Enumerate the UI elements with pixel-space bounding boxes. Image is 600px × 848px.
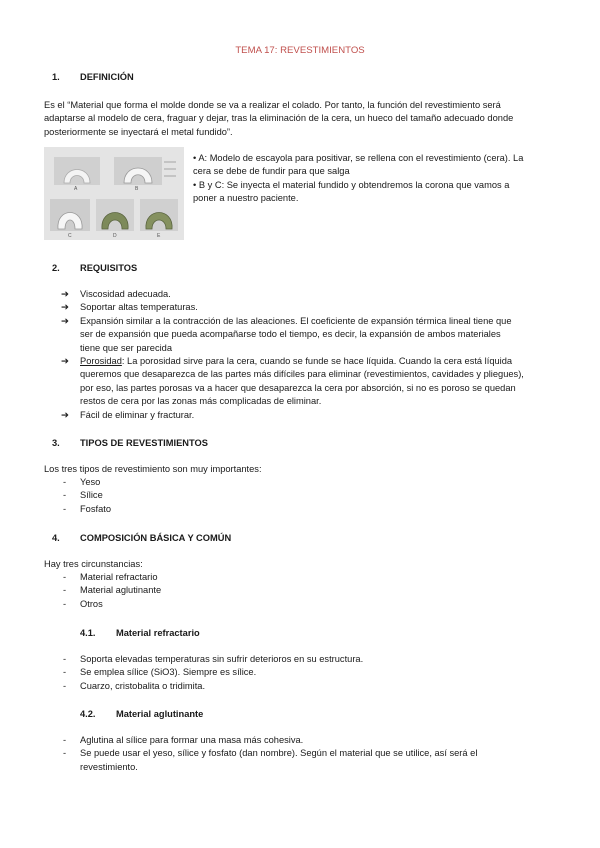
- tipos-list: [63, 476, 543, 516]
- composicion-list: [63, 571, 543, 611]
- list-item: [63, 571, 543, 584]
- arrow-icon: ➔: [61, 409, 69, 420]
- list-item: [61, 355, 566, 409]
- list-item: [63, 666, 553, 679]
- list-item-text: Yeso: [80, 477, 101, 487]
- section-heading-tipos: [52, 437, 208, 450]
- section-heading-composicion: [52, 532, 231, 545]
- list-item-text: Material refractario: [80, 572, 158, 582]
- dash-marker: -: [63, 748, 67, 759]
- list-item: [63, 584, 543, 597]
- section-title: COMPOSICIÓN BÁSICA Y COMÚN: [80, 533, 232, 543]
- figure-bullet-line: cera se debe de fundir para que salga: [193, 166, 350, 177]
- list-item-text: Aglutina al sílice para formar una masa más cohesiva.: [80, 735, 304, 745]
- list-item-text: Cuarzo, cristobalita o tridimita.: [80, 680, 206, 691]
- aglutinante-list: [63, 734, 563, 774]
- list-item-text: Material aglutinante: [80, 585, 162, 596]
- subsection-number: 4.1.: [80, 628, 96, 638]
- list-item: [61, 315, 566, 355]
- porosidad-term: Porosidad: [80, 356, 122, 367]
- crown-mold-figure: [44, 147, 184, 240]
- list-item-text: Expansión similar a la contracción de las aleaciones. El coeficiente de expansión térmica lineal tiene que: [80, 315, 512, 326]
- list-item-text: restos de cera por las zonas más complicadas de eliminar.: [80, 396, 322, 407]
- dash-marker: -: [63, 654, 67, 664]
- list-item-text: por eso, las partes porosas va a hacer que desaparezca la cera por absorción, si no es poroso se quedan: [80, 382, 516, 393]
- arrow-icon: ➔: [61, 315, 69, 326]
- list-item-text: : La porosidad sirve para la cera, cuando se funde se hace líquida. Cuando la cera está líquida: [121, 356, 513, 367]
- dash-marker: -: [63, 503, 67, 514]
- list-item-text: Fosfato: [80, 503, 112, 514]
- section-heading-requisitos: [52, 262, 137, 275]
- list-item-text: Se puede usar el yeso, sílice y fosfato (dan nombre). Según el material que se utilice, así será el: [80, 748, 478, 759]
- dash-marker: -: [63, 585, 67, 596]
- arrow-icon: ➔: [61, 302, 69, 313]
- list-item: [63, 503, 543, 516]
- subsection-number: 4.2.: [80, 709, 96, 719]
- list-item: [61, 301, 566, 314]
- refractario-list: [63, 653, 553, 693]
- dash-marker: -: [63, 490, 67, 501]
- list-item: [63, 476, 543, 489]
- list-item-text: Soporta elevadas temperaturas sin sufrir deterioros en su estructura.: [80, 654, 364, 664]
- list-item-text: tiene que ser parecida: [80, 342, 172, 353]
- arrow-icon: ➔: [61, 356, 69, 367]
- figure-bullet-line: • B y C: Se inyecta el material fundido y obtendremos la corona que vamos a: [193, 179, 510, 190]
- list-item: [61, 409, 566, 422]
- composicion-intro: Hay tres circunstancias:: [44, 559, 143, 569]
- list-item: [63, 734, 563, 747]
- paragraph-line: posteriormente se inyectará el metal fundido”.: [44, 126, 233, 137]
- list-item-text: Viscosidad adecuada.: [80, 289, 171, 299]
- section-title: TIPOS DE REVESTIMIENTOS: [80, 438, 208, 448]
- figure-label: C: [68, 233, 72, 239]
- page-title: TEMA 17: REVESTIMIENTOS: [235, 45, 365, 56]
- figure-label: A: [74, 186, 78, 192]
- figure-bullet-line: • A: Modelo de escayola para positivar, se rellena con el revestimiento (cera). La: [193, 153, 524, 163]
- section-number: 3.: [52, 438, 60, 448]
- list-item-text: queremos que desaparezca de las partes más difíciles para eliminar (revestimientos, cavidades y pliegues),: [80, 369, 524, 380]
- figure-label: E: [157, 233, 161, 239]
- arrow-icon: ➔: [61, 289, 69, 299]
- section-number: 1.: [52, 72, 60, 82]
- list-item-text: Sílice: [80, 490, 103, 501]
- list-item: [63, 653, 553, 666]
- figure-description: [193, 152, 563, 206]
- subsection-title: Material aglutinante: [116, 709, 204, 719]
- list-item: [61, 288, 566, 301]
- section-heading-definicion: [52, 71, 134, 84]
- subsection-heading-refractario: [80, 627, 200, 640]
- section-title: REQUISITOS: [80, 263, 138, 273]
- figure-label: D: [113, 233, 117, 239]
- list-item: [63, 489, 543, 502]
- paragraph-line: adaptarse al modelo de cera, fraguar y dejar, tras la eliminación de la cera, un hueco del tamaño adecuado donde: [44, 113, 514, 124]
- dash-marker: -: [63, 598, 67, 609]
- section-number: 4.: [52, 533, 60, 543]
- list-item-text: ser de expansión que pueda acompañarse todo el tiempo, es decir, la expansión de ambos materiales: [80, 329, 501, 340]
- dash-marker: -: [63, 667, 67, 678]
- list-item-text: Se emplea sílice (SiO3). Siempre es sílice.: [80, 667, 257, 678]
- list-item-text: Soportar altas temperaturas.: [80, 302, 198, 313]
- list-item-text: Fácil de eliminar y fracturar.: [80, 409, 195, 420]
- dash-marker: -: [63, 680, 67, 691]
- tipos-intro: Los tres tipos de revestimiento son muy importantes:: [44, 464, 262, 474]
- dash-marker: -: [63, 572, 67, 582]
- figure-label: B: [135, 186, 139, 192]
- list-item: [63, 598, 543, 611]
- list-item: [63, 747, 563, 774]
- dash-marker: -: [63, 477, 67, 487]
- section-title: DEFINICIÓN: [80, 72, 134, 82]
- list-item-text: Otros: [80, 598, 103, 609]
- list-item-text: revestimiento.: [80, 761, 138, 772]
- dash-marker: -: [63, 735, 67, 745]
- list-item: [63, 680, 553, 693]
- paragraph-line: Es el “Material que forma el molde donde se va a realizar el colado. Por tanto, la función del revestimiento será: [44, 100, 501, 110]
- definition-paragraph: [44, 99, 562, 139]
- section-number: 2.: [52, 263, 60, 273]
- crown-mold-figure-image: [44, 147, 184, 240]
- figure-bullet-line: poner a nuestro paciente.: [193, 193, 299, 204]
- subsection-heading-aglutinante: [80, 708, 203, 721]
- requirements-list: [61, 288, 566, 422]
- subsection-title: Material refractario: [116, 628, 200, 638]
